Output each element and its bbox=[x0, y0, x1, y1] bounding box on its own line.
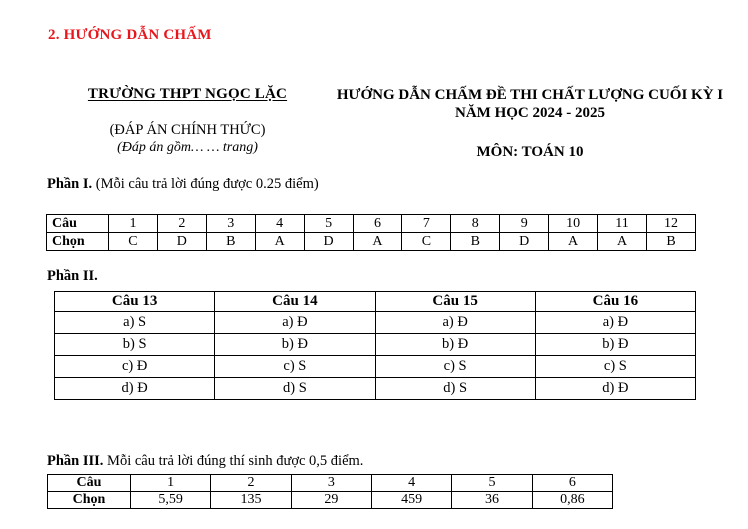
part1-answers-table bbox=[46, 214, 696, 251]
table-cell: A bbox=[255, 233, 304, 251]
part2-answers-table bbox=[54, 291, 696, 400]
column-header: Câu 13 bbox=[55, 292, 215, 312]
row-header-chon: Chọn bbox=[47, 233, 109, 251]
table-cell: b) Đ bbox=[375, 334, 535, 356]
table-cell: 1 bbox=[109, 215, 158, 233]
table-row bbox=[47, 215, 696, 233]
table-cell: 6 bbox=[353, 215, 402, 233]
row-header-cau: Câu bbox=[48, 475, 131, 492]
table-cell: 7 bbox=[402, 215, 451, 233]
table-cell: 3 bbox=[206, 215, 255, 233]
section-heading: 2. HƯỚNG DẪN CHẤM bbox=[48, 27, 212, 43]
pages-count-note: (Đáp án gồm… … trang) bbox=[117, 140, 258, 155]
table-header-row bbox=[55, 292, 696, 312]
column-header: Câu 15 bbox=[375, 292, 535, 312]
table-cell: A bbox=[353, 233, 402, 251]
table-cell: 3 bbox=[291, 475, 371, 492]
table-cell: C bbox=[402, 233, 451, 251]
table-cell: d) S bbox=[215, 378, 375, 400]
table-cell: a) Đ bbox=[535, 312, 695, 334]
table-cell: 11 bbox=[598, 215, 647, 233]
official-answer-label: (ĐÁP ÁN CHÍNH THỨC) bbox=[109, 122, 266, 138]
table-cell: 10 bbox=[549, 215, 598, 233]
table-cell: 0,86 bbox=[532, 492, 612, 509]
table-cell: D bbox=[304, 233, 353, 251]
column-header: Câu 14 bbox=[215, 292, 375, 312]
row-header-chon: Chọn bbox=[48, 492, 131, 509]
exam-title-line1: HƯỚNG DẪN CHẤM ĐỀ THI CHẤT LƯỢNG CUỐI KỲ I bbox=[336, 87, 724, 103]
table-cell: 29 bbox=[291, 492, 371, 509]
table-cell: a) S bbox=[55, 312, 215, 334]
table-cell: 135 bbox=[211, 492, 291, 509]
table-cell: D bbox=[500, 233, 549, 251]
table-row bbox=[55, 356, 696, 378]
table-cell: d) Đ bbox=[55, 378, 215, 400]
table-row bbox=[48, 475, 613, 492]
subject-line: MÔN: TOÁN 10 bbox=[476, 144, 584, 160]
table-row bbox=[55, 334, 696, 356]
table-cell: 5,59 bbox=[131, 492, 211, 509]
table-cell: c) S bbox=[375, 356, 535, 378]
table-cell: 2 bbox=[211, 475, 291, 492]
part1-heading bbox=[47, 176, 319, 193]
part1-label: Phần I. bbox=[47, 176, 93, 192]
table-cell: 5 bbox=[452, 475, 532, 492]
table-cell: d) S bbox=[375, 378, 535, 400]
table-cell: d) Đ bbox=[535, 378, 695, 400]
column-header: Câu 16 bbox=[535, 292, 695, 312]
part2-heading bbox=[47, 268, 98, 285]
exam-title-block bbox=[314, 86, 746, 161]
part3-answers-table bbox=[47, 474, 613, 509]
table-cell: A bbox=[598, 233, 647, 251]
exam-title-line2: NĂM HỌC 2024 - 2025 bbox=[455, 105, 605, 121]
table-cell: B bbox=[451, 233, 500, 251]
table-row bbox=[47, 233, 696, 251]
table-cell: 6 bbox=[532, 475, 612, 492]
table-cell: 12 bbox=[646, 215, 695, 233]
table-cell: b) Đ bbox=[535, 334, 695, 356]
part3-note: Mỗi câu trả lời đúng thí sinh được 0,5 điểm. bbox=[103, 453, 364, 469]
table-row bbox=[55, 378, 696, 400]
table-cell: 4 bbox=[371, 475, 451, 492]
table-cell: 4 bbox=[255, 215, 304, 233]
table-cell: C bbox=[109, 233, 158, 251]
table-cell: c) S bbox=[535, 356, 695, 378]
table-cell: 459 bbox=[371, 492, 451, 509]
table-cell: B bbox=[206, 233, 255, 251]
part1-note: (Mỗi câu trả lời đúng được 0.25 điểm) bbox=[92, 176, 319, 192]
part2-label: Phần II. bbox=[47, 268, 98, 284]
table-cell: b) S bbox=[55, 334, 215, 356]
table-row bbox=[55, 312, 696, 334]
school-header-block bbox=[60, 86, 315, 156]
table-cell: 5 bbox=[304, 215, 353, 233]
part3-heading bbox=[47, 453, 363, 470]
table-cell: A bbox=[549, 233, 598, 251]
part3-label: Phần III. bbox=[47, 453, 104, 469]
table-cell: c) Đ bbox=[55, 356, 215, 378]
table-cell: 8 bbox=[451, 215, 500, 233]
table-cell: 9 bbox=[500, 215, 549, 233]
table-cell: 1 bbox=[131, 475, 211, 492]
school-name: TRƯỜNG THPT NGỌC LẶC bbox=[87, 86, 288, 102]
table-cell: a) Đ bbox=[375, 312, 535, 334]
table-cell: c) S bbox=[215, 356, 375, 378]
table-cell: 36 bbox=[452, 492, 532, 509]
table-cell: D bbox=[157, 233, 206, 251]
table-row bbox=[48, 492, 613, 509]
table-cell: b) Đ bbox=[215, 334, 375, 356]
table-cell: B bbox=[646, 233, 695, 251]
row-header-cau: Câu bbox=[47, 215, 109, 233]
table-cell: a) Đ bbox=[215, 312, 375, 334]
table-cell: 2 bbox=[157, 215, 206, 233]
